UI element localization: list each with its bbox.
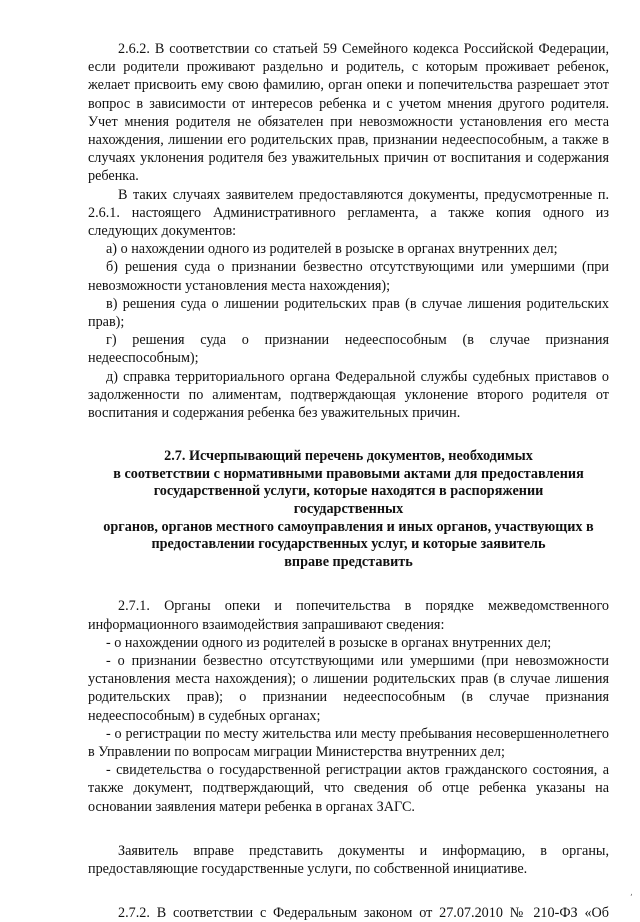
document-page [88, 40, 609, 922]
paragraph-2-7-2: 2.7.2. В соответствии с Федеральным законом от 27.07.2010 № 210-ФЗ «Об [118, 905, 609, 922]
list-item-d: д) справка территориального органа Федеральной службы судебных приставов о задолженности по алиментам, подтверждающая уклонение второго родителя от воспитания и содержания ребенка без уважительных причин. [88, 368, 609, 422]
list-item-g: г) решения суда о признании недееспособным (в случае признания недееспособным); [88, 332, 609, 367]
heading-line: органов, органов местного самоуправления и иных органов, участвующих в [103, 518, 594, 535]
paragraph-documents-intro: В таких случаях заявителем предоставляются документы, предусмотренные п. 2.6.1. настоящего Административного регламента, а также копия одного из следующих документов: [88, 186, 609, 240]
list-item-dash-2: - о признании безвестно отсутствующими или умершими (при невозможности установления места нахождения); о лишении родительских прав (в случае лишения родительских прав); о признании недееспособным (в случае признания недееспособным) в судебных органах; [88, 653, 609, 724]
heading-line: 2.7. Исчерпывающий перечень документов, необходимых [164, 448, 533, 465]
list-item-dash-3: - о регистрации по месту жительства или месту пребывания несовершеннолетнего в Управлении по вопросам миграции Министерства внутренних дел; [88, 725, 609, 761]
list-item-b: б) решения суда о признании безвестно отсутствующими или умершими (при невозможности установления места нахождения); [88, 259, 609, 294]
section-heading-2-7 [102, 448, 595, 571]
paragraph-2-7-1: 2.7.1. Органы опеки и попечительства в порядке межведомственного информационного взаимодействия запрашивают сведения: [88, 598, 609, 633]
list-item-a: а) о нахождении одного из родителей в розыске в органах внутренних дел; [106, 241, 558, 258]
heading-line: предоставлении государственных услуг, и которые заявитель [151, 536, 546, 553]
heading-line: вправе представить [284, 553, 413, 570]
list-item-dash-4: - свидетельства о государственной регистрации актов гражданского состояния, а также документ, подтверждающий, что сведения об отце ребенка указаны на основании заявления матери ребенка в органах ЗАГС. [88, 762, 609, 815]
corner-mark-icon: , [630, 888, 633, 898]
heading-line: государственной услуги, которые находятся в распоряжении государственных [153, 483, 544, 518]
list-item-dash-1: - о нахождении одного из родителей в розыске в органах внутренних дел; [106, 634, 552, 651]
heading-line: в соответствии с нормативными правовыми актами для предоставления [113, 465, 584, 482]
paragraph-2-6-2: 2.6.2. В соответствии со статьей 59 Семейного кодекса Российской Федерации, если родители проживают раздельно и родитель, с которым проживает ребенок, желает присвоить ему свою фамилию, орган опеки и попечительства разрешает этот вопрос в зависимости от интересов ребенка и с учетом мнения другого родителя. Учет мнения родителя не обязателен при невозможности установления его места нахождения, лишении его родительских прав, признании недееспособным, а также в случаях уклонения родителя без уважительных причин от воспитания и содержания ребенка. [88, 41, 609, 185]
paragraph-applicant-right: Заявитель вправе представить документы и информацию, в органы, предоставляющие государственные услуги, по собственной инициативе. [88, 842, 609, 878]
list-item-v: в) решения суда о лишении родительских прав (в случае лишения родительских прав); [88, 295, 609, 331]
